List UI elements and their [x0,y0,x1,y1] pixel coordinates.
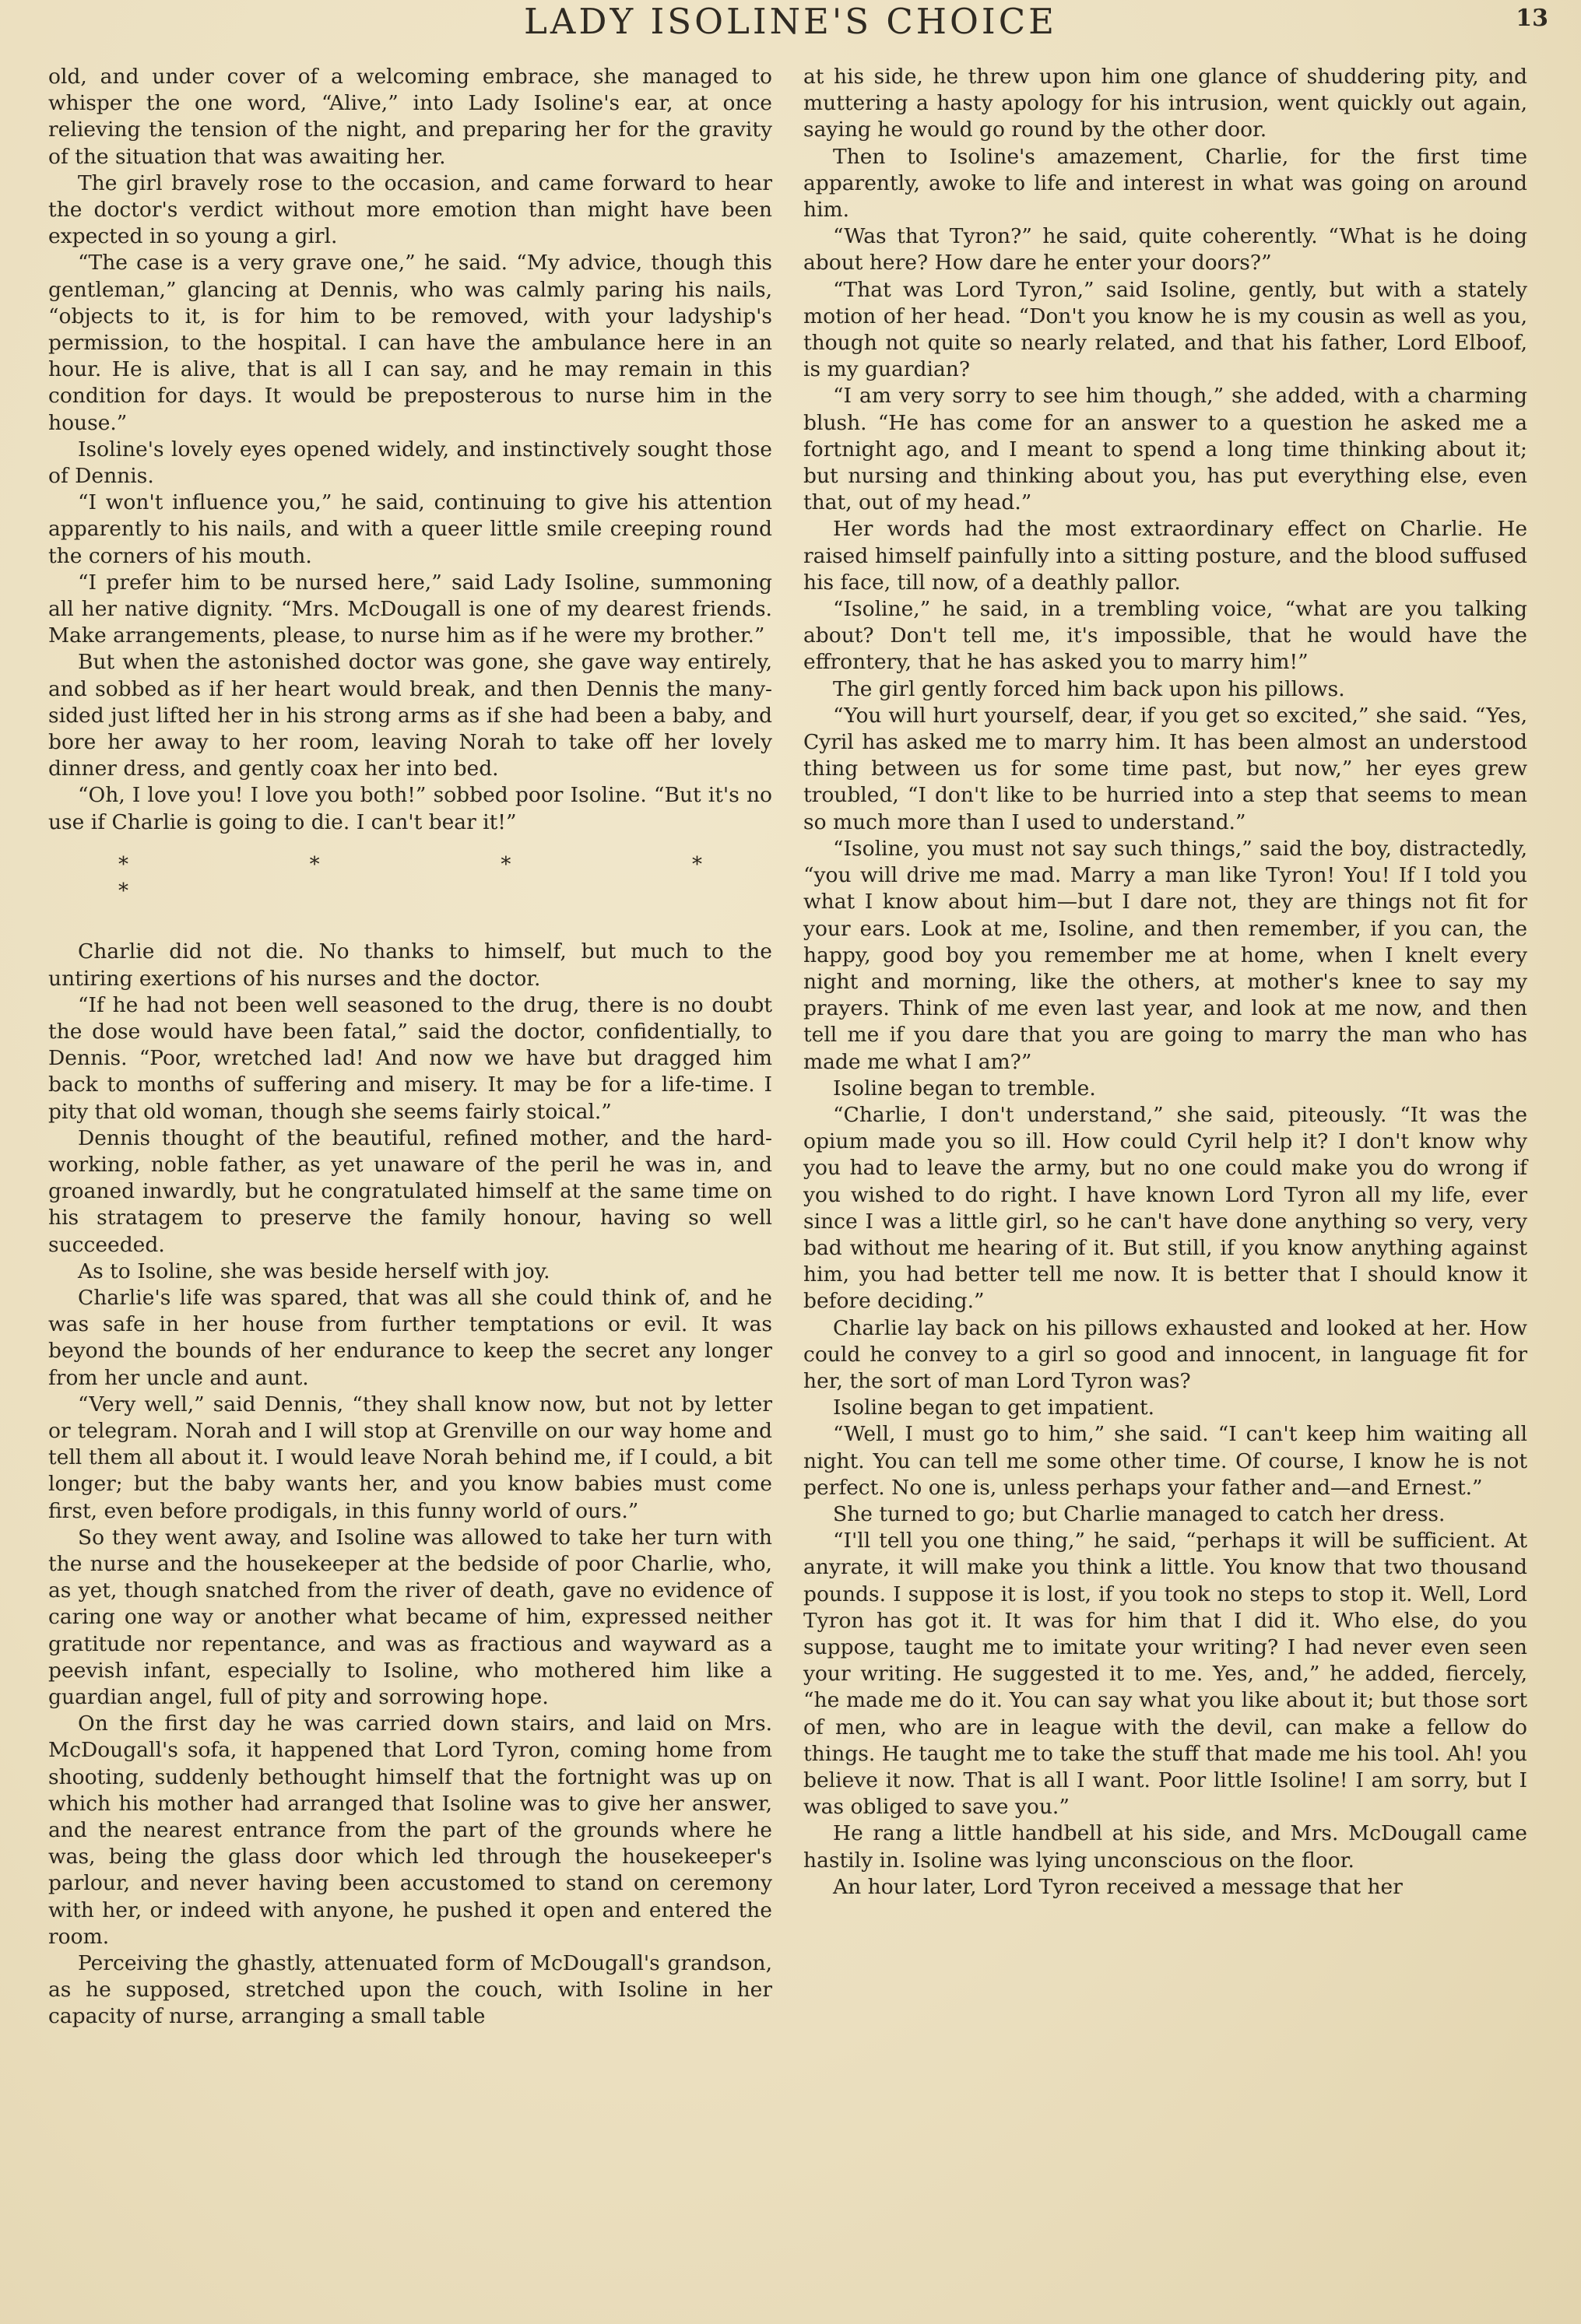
paragraph: “I am very sorry to see him though,” she added, with a charming blush. “He has come for an answer to a question he asked me a fortnight ago, and I meant to spend a long time thinking about it; but nursing and thinking about you, has put everything else, even that, out of my head.” [803,384,1527,515]
running-title: LADY ISOLINE'S CHOICE [524,1,1057,42]
paragraph: On the first day he was carried down stairs, and laid on Mrs. McDougall's sofa, it happened that Lord Tyron, coming home from shooting, suddenly bethought himself that the fortnight was up on which his mother had arranged that Isoline was to give her answer, and the nearest entrance from the part of the grounds where he was, being the glass door which led through the housekeeper's parlour, and never having been accustomed to stand on ceremony with her, or indeed with anyone, he pushed it open and entered the room. [48,1711,772,1949]
right-column [803,64,1527,1901]
page-number: 13 [1516,5,1548,32]
paragraph: “I won't influence you,” he said, continuing to give his attention apparently to his nails, and with a queer little smile creeping round the corners of his mouth. [48,490,772,568]
paragraph: “Well, I must go to him,” she said. “I can't keep him waiting all night. You can tell me some other time. Of course, I know he is not perfect. No one is, unless perhaps your father and—and Ernest.” [803,1422,1527,1500]
paragraph: Charlie did not die. No thanks to himself, but much to the untiring exertions of his nurses and the doctor. [48,939,772,991]
paragraph: The girl gently forced him back upon his pillows. [833,676,1345,701]
paragraph: “Oh, I love you! I love you both!” sobbed poor Isoline. “But it's no use if Charlie is going to die. I can't bear it!” [48,783,772,834]
paragraph: old, and under cover of a welcoming embrace, she managed to whisper the one word, “Alive,” into Lady Isoline's ear, at once relieving the tension of the night, and preparing her for the gravity of the situation that was awaiting her. [48,65,772,169]
paragraph: “You will hurt yourself, dear, if you get so excited,” she said. “Yes, Cyril has asked me to marry him. It has been almost an understood thing between us for some time past, but now,” her eyes grew troubled, “I don't like to be hurried into a step that seems to mean so much more than I used to understand.” [803,703,1527,834]
paragraph: Isoline began to tremble. [833,1076,1096,1101]
paragraph: Perceiving the ghastly, attenuated form of McDougall's grandson, as he supposed, stretched upon the couch, with Isoline in her capacity of nurse, arranging a small table [48,1951,772,2029]
paragraph: The girl bravely rose to the occasion, and came forward to hear the doctor's verdict without more emotion than might have been expected in so young a girl. [48,170,772,249]
paragraph: at his side, he threw upon him one glance of shuddering pity, and muttering a hasty apology for his intrusion, went quickly out again, saying he would go round by the other door. [803,65,1527,142]
left-column [48,64,772,2031]
paragraph: But when the astonished doctor was gone, she gave way entirely, and sobbed as if her heart would break, and then Dennis the many-sided just lifted her in his strong arms as if she had been a baby, and bore her away to her room, leaving Norah to take off her lovely dinner dress, and gently coax her into bed. [48,650,772,781]
paragraph: “If he had not been well seasoned to the drug, there is no doubt the dose would have been fatal,” said the doctor, confidentially, to Dennis. “Poor, wretched lad! And now we have but dragged him back to months of suffering and misery. It may be for a life-time. I pity that old woman, though she seems fairly stoical.” [48,992,772,1124]
paragraph: “Isoline, you must not say such things,” said the boy, distractedly, “you will drive me mad. Marry a man like Tyron! You! If I told you what I know about him—but I dare not, they are things not fit for your ears. Look at me, Isoline, and then remember, if you can, the happy, good boy you remember me at home, when I knelt every night and morning, like the others, at mother's knee to say my prayers. Think of me even last year, and look at me now, and then tell me if you dare that you are going to marry the man who has made me what I am?” [803,836,1527,1074]
paragraph: Charlie's life was spared, that was all she could think of, and he was safe in her house from further temptations or evil. It was beyond the bounds of her endurance to keep the secret any longer from her uncle and aunt. [48,1285,772,1390]
paragraph: “Was that Tyron?” he said, quite coherently. “What is he doing about here? How dare he enter your doors?” [803,224,1527,276]
paragraph: “I prefer him to be nursed here,” said Lady Isoline, summoning all her native dignity. “Mrs. McDougall is one of my dearest friends. Make arrangements, please, to nurse him as if he were my brother.” [48,570,772,648]
paragraph: Then to Isoline's amazement, Charlie, for the first time apparently, awoke to life and interest in what was going on around him. [803,144,1527,223]
paragraph: Isoline's lovely eyes opened widely, and instinctively sought those of Dennis. [48,437,772,489]
paragraph: Isoline began to get impatient. [833,1395,1155,1420]
paragraph: He rang a little handbell at his side, and Mrs. McDougall came hastily in. Isoline was lying unconscious on the floor. [803,1821,1527,1873]
paragraph: “Very well,” said Dennis, “they shall know now, but not by letter or telegram. Norah and I will stop at Grenville on our way home and tell them all about it. I would leave Norah behind me, if I could, a bit longer; but the baby wants her, and you know babies must come first, even before prodigals, in this funny world of ours.” [48,1392,772,1523]
paragraph: So they went away, and Isoline was allowed to take her turn with the nurse and the housekeeper at the bedside of poor Charlie, who, as yet, though snatched from the river of death, gave no evidence of caring one way or another what became of him, expressed neither gratitude nor repentance, and was as fractious and wayward as a peevish infant, especially to Isoline, who mothered him like a guardian angel, full of pity and sorrowing hope. [48,1525,772,1709]
paragraph: “Charlie, I don't understand,” she said, piteously. “It was the opium made you so ill. How could Cyril help it? I don't know why you had to leave the army, but no one could make you do wrong if you wished to do right. I have known Lord Tyron all my life, ever since I was a little girl, so he can't have done anything so very, very bad without me hearing of it. But still, if you know anything against him, you had better tell me now. It is better that I should know it before deciding.” [803,1102,1527,1314]
paragraph: She turned to go; but Charlie managed to catch her dress. [833,1501,1446,1526]
paragraph: “Isoline,” he said, in a trembling voice, “what are you talking about? Don't tell me, it's impossible, that he would have the effrontery, that he has asked you to marry him!” [803,597,1527,675]
paragraph: An hour later, Lord Tyron received a message that her [833,1874,1403,1899]
paragraph: “The case is a very grave one,” he said. “My advice, though this gentleman,” glancing at Dennis, who was calmly paring his nails, “objects to it, is for him to be removed, with your ladyship's permission, to the hospital. I can have the ambulance here in an hour. He is alive, that is all I can say, and he may remain in this condition for days. It would be preposterous to nurse him in the house.” [48,251,772,435]
section-break: * * * * * [118,852,772,904]
paragraph: Dennis thought of the beautiful, refined mother, and the hard-working, noble father, as yet unaware of the peril he was in, and groaned inwardly, but he congratulated himself at the same time on his stratagem to preserve the family honour, having so well succeeded. [48,1125,772,1257]
paragraph: Charlie lay back on his pillows exhausted and looked at her. How could he convey to a girl so good and innocent, in language fit for her, the sort of man Lord Tyron was? [803,1315,1527,1393]
paragraph: As to Isoline, she was beside herself with joy. [78,1259,550,1283]
paragraph: “That was Lord Tyron,” said Isoline, gently, but with a stately motion of her head. “Don't you know he is my cousin as well as you, though not quite so nearly related, and that his father, Lord Elboof, is my guardian? [803,277,1527,382]
paragraph: Her words had the most extraordinary effect on Charlie. He raised himself painfully into a sitting posture, and the blood suffused his face, till now, of a deathly pallor. [803,517,1527,595]
paragraph: “I'll tell you one thing,” he said, “perhaps it will be sufficient. At anyrate, it will make you think a little. You know that two thousand pounds. I suppose it is lost, if you took no steps to stop it. Well, Lord Tyron has got it. It was for him that I did it. Who else, do you suppose, taught me to imitate your writing? I had never even seen your writing. He suggested it to me. Yes, and,” he added, fiercely, “he made me do it. You can say what you like about it; but those sort of men, who are in league with the devil, can make a fellow do things. He taught me to take the stuff that made me his tool. Ah! you believe it now. That is all I want. Poor little Isoline! I am sorry, but I was obliged to save you.” [803,1529,1527,1820]
